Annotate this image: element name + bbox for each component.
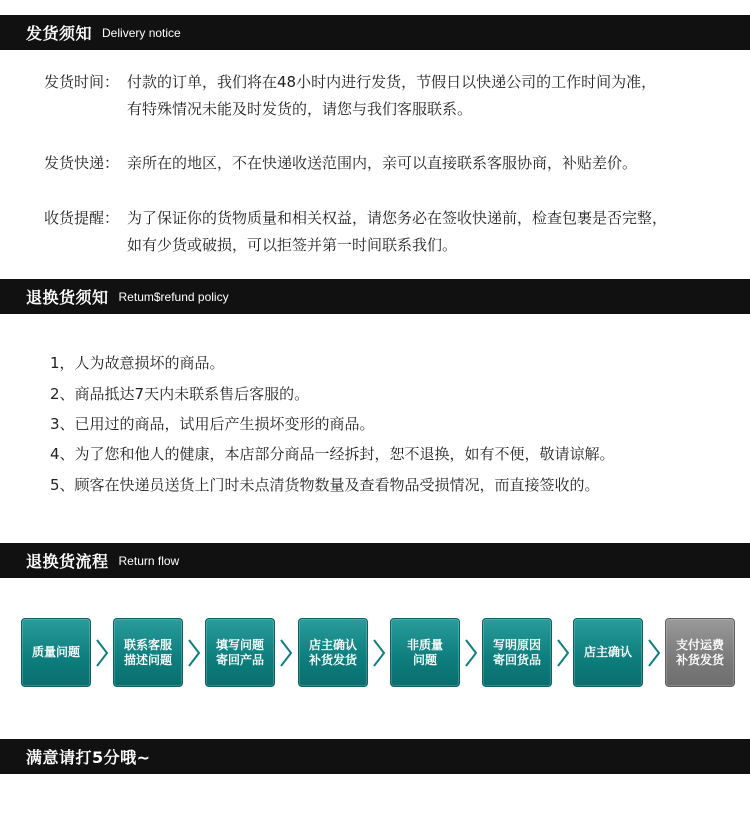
chevron-right-icon xyxy=(94,638,110,668)
delivery-subtitle: Delivery notice xyxy=(102,25,181,40)
delivery-express-line-1: 亲所在的地区，不在快递收送范围内，亲可以直接联系客服协商，补贴差价。 xyxy=(127,154,638,172)
delivery-reminder-line-1: 为了保证你的货物质量和相关权益，请您务必在签收快递前，检查包裹是否完整， xyxy=(127,209,668,227)
flow-step-3: 填写问题 寄回产品 xyxy=(205,618,275,687)
refund-item-2: 2、商品抵达7天内未联系售后客服的。 xyxy=(50,385,310,403)
chevron-right-icon xyxy=(463,638,479,668)
delivery-title: 发货须知 xyxy=(26,24,93,43)
flow-title: 退换货流程 xyxy=(26,552,109,571)
flow-step-5: 非质量 问题 xyxy=(390,618,460,687)
flow-subtitle: Return flow xyxy=(118,553,180,568)
delivery-express-label: 发货快递： xyxy=(44,154,120,172)
flow-step-2: 联系客服 描述问题 xyxy=(113,618,183,687)
chevron-right-icon xyxy=(646,638,662,668)
refund-subtitle: Retum$refund policy xyxy=(118,289,229,304)
delivery-time-line-1: 付款的订单，我们将在48小时内进行发货，节假日以快递公司的工作时间为准， xyxy=(127,73,657,91)
delivery-time-label: 发货时间： xyxy=(44,73,120,91)
footer-title: 满意请打5分哦~ xyxy=(26,748,151,767)
refund-item-1: 1，人为故意损坏的商品。 xyxy=(50,354,225,372)
delivery-header-bar xyxy=(0,15,750,50)
delivery-time-line-2: 有特殊情况未能及时发货的，请您与我们客服联系。 xyxy=(127,100,473,118)
chevron-right-icon xyxy=(371,638,387,668)
refund-item-4: 4、为了您和他人的健康，本店部分商品一经拆封，恕不退换，如有不便，敬请谅解。 xyxy=(50,445,615,463)
delivery-reminder-label: 收货提醒： xyxy=(44,209,120,227)
refund-header-bar xyxy=(0,279,750,314)
flow-step-1: 质量问题 xyxy=(21,618,91,687)
flow-step-7: 店主确认 xyxy=(573,618,643,687)
chevron-right-icon xyxy=(278,638,294,668)
refund-title: 退换货须知 xyxy=(26,288,109,307)
flow-step-4: 店主确认 补货发货 xyxy=(298,618,368,687)
delivery-reminder-line-2: 如有少货或破损，可以拒签并第一时间联系我们。 xyxy=(127,236,458,254)
footer-bar xyxy=(0,739,750,774)
flow-step-8: 支付运费 补货发货 xyxy=(665,618,735,687)
chevron-right-icon xyxy=(555,638,571,668)
refund-item-3: 3、已用过的商品，试用后产生损坏变形的商品。 xyxy=(50,415,375,433)
refund-item-5: 5、顾客在快递员送货上门时未点清货物数量及查看物品受损情况，而直接签收的。 xyxy=(50,476,600,494)
flow-header-bar xyxy=(0,543,750,578)
flow-step-6: 写明原因 寄回货品 xyxy=(482,618,552,687)
chevron-right-icon xyxy=(186,638,202,668)
